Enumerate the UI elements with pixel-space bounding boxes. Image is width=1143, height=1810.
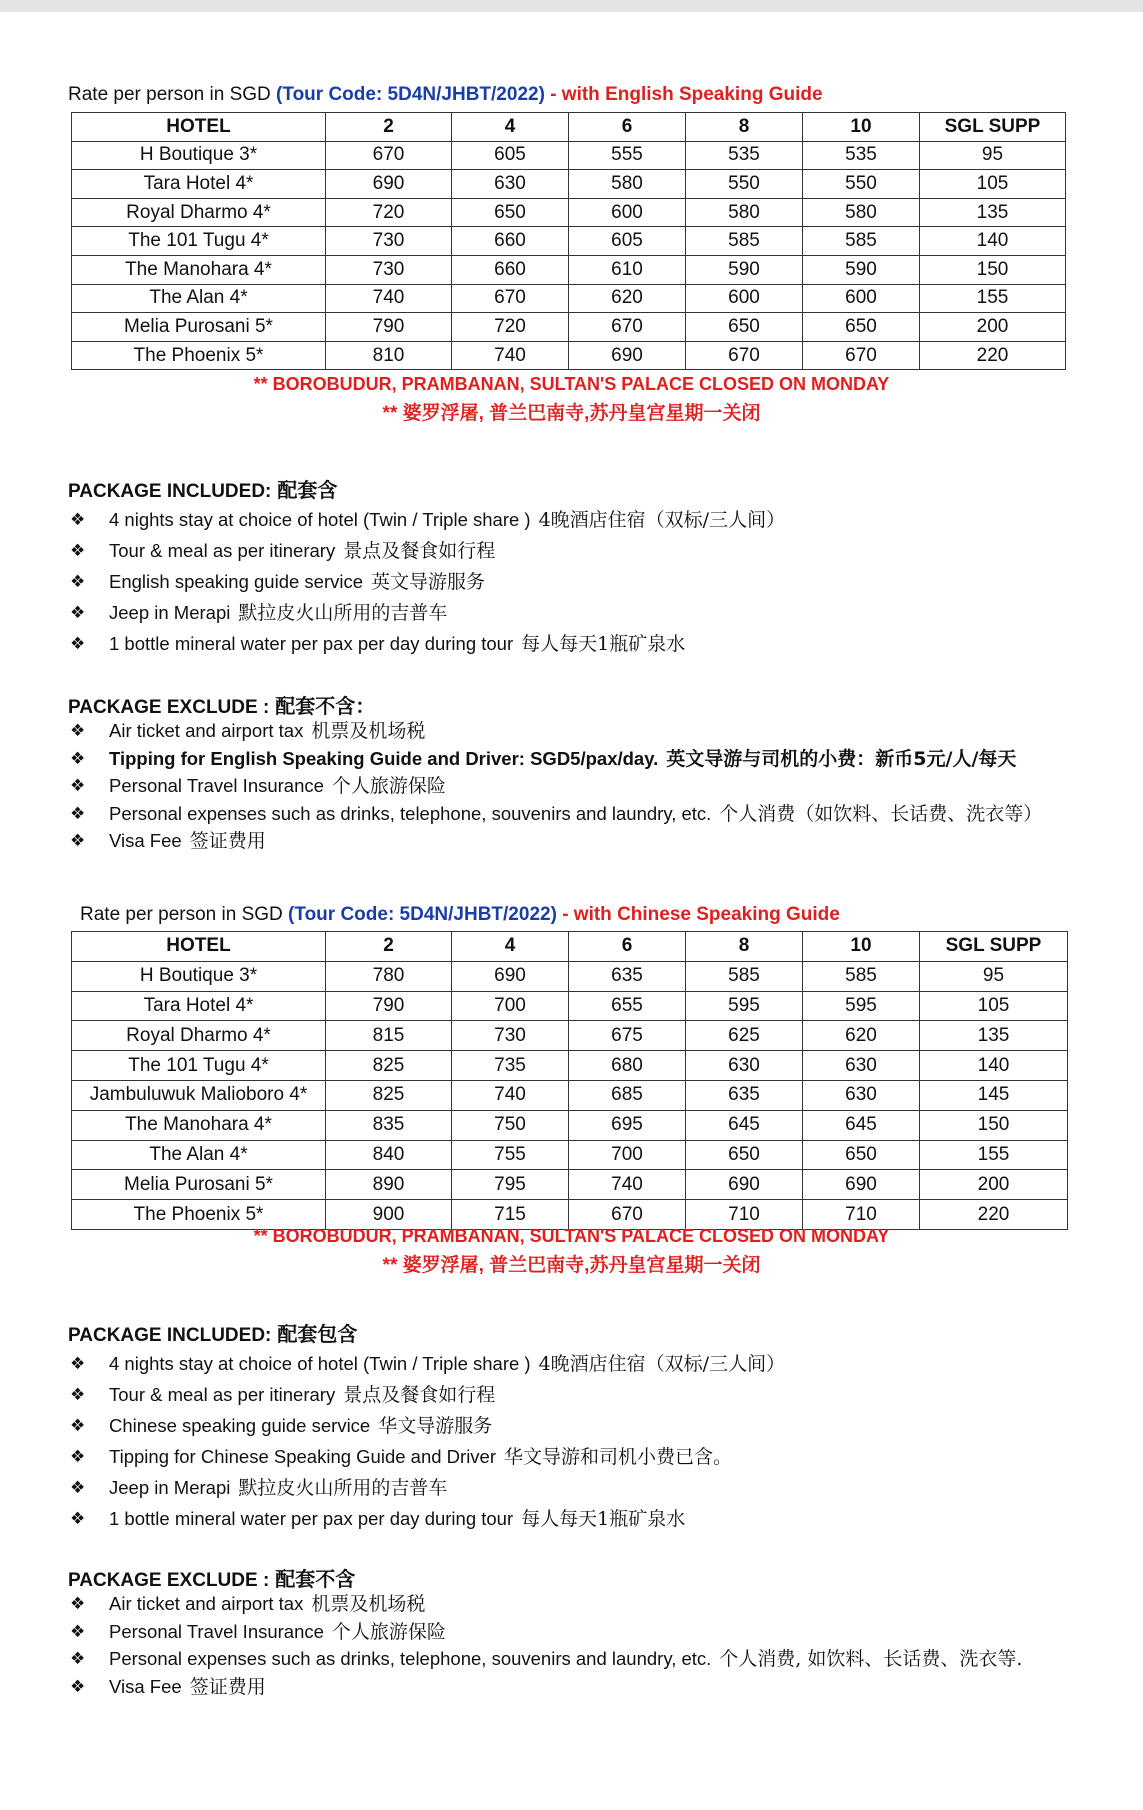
- price-cell: 630: [452, 170, 569, 199]
- list-item: [68, 1441, 785, 1472]
- price-cell: 675: [569, 1021, 686, 1051]
- item-text-en: 4 nights stay at choice of hotel (Twin / Triple share ): [109, 1353, 531, 1374]
- price-cell: 835: [326, 1110, 452, 1140]
- price-cell: 670: [686, 341, 803, 370]
- list-item: [68, 1410, 785, 1441]
- document-page: [0, 12, 1143, 1810]
- item-text-en: 4 nights stay at choice of hotel (Twin / Triple share ): [109, 509, 531, 530]
- price-cell: 605: [569, 227, 686, 256]
- price-cell: 740: [452, 341, 569, 370]
- price-cell: 140: [920, 1051, 1068, 1081]
- item-text-cn: 每人每天1瓶矿泉水: [521, 633, 686, 655]
- rate-title-english: [68, 84, 823, 106]
- item-text-en: Tipping for English Speaking Guide and Driver: SGD5/pax/day.: [109, 747, 659, 769]
- heading-cn: 配套包含: [277, 1324, 358, 1346]
- item-text-cn: 个人消费, 如饮料、长话费、洗衣等.: [719, 1648, 1023, 1670]
- price-cell: 840: [326, 1140, 452, 1170]
- item-text-cn: 华文导游和司机小费已含。: [504, 1446, 733, 1468]
- list-item: [68, 1673, 1022, 1701]
- price-cell: 695: [569, 1110, 686, 1140]
- table-row: [72, 991, 1068, 1021]
- price-cell: 550: [686, 170, 803, 199]
- price-cell: 655: [569, 991, 686, 1021]
- price-cell: 685: [569, 1080, 686, 1110]
- column-header: SGL SUPP: [920, 113, 1066, 142]
- price-cell: 585: [803, 227, 920, 256]
- price-cell: 740: [452, 1080, 569, 1110]
- list-item: [68, 800, 1042, 828]
- table-row: [72, 170, 1066, 199]
- package-exclude-list: [68, 1590, 1022, 1700]
- item-text-en: Personal expenses such as drinks, telephone, souvenirs and laundry, etc.: [109, 1648, 712, 1669]
- price-cell: 690: [326, 170, 452, 199]
- diamond-bullet-icon: ❖: [70, 1509, 86, 1528]
- price-cell: 720: [452, 313, 569, 342]
- item-text-en: 1 bottle mineral water per pax per day during tour: [109, 633, 514, 654]
- price-cell: 135: [920, 198, 1066, 227]
- price-cell: 625: [686, 1021, 803, 1051]
- price-cell: 815: [326, 1021, 452, 1051]
- price-cell: 715: [452, 1200, 569, 1230]
- package-included-list: [68, 1348, 785, 1534]
- price-cell: 825: [326, 1051, 452, 1081]
- diamond-bullet-icon: ❖: [70, 721, 86, 740]
- list-item: [68, 1645, 1022, 1673]
- price-cell: 730: [326, 255, 452, 284]
- price-cell: 585: [803, 961, 920, 991]
- item-text-cn: 个人旅游保险: [331, 1620, 446, 1643]
- table-row: [72, 255, 1066, 284]
- list-item: [68, 1472, 785, 1503]
- column-header: 10: [803, 113, 920, 142]
- item-text-cn: 每人每天1瓶矿泉水: [521, 1508, 686, 1530]
- hotel-name-cell: The Alan 4*: [72, 284, 326, 313]
- price-cell: 670: [326, 141, 452, 170]
- price-cell: 740: [569, 1170, 686, 1200]
- hotel-name-cell: Melia Purosani 5*: [72, 1170, 326, 1200]
- list-item: [68, 1503, 785, 1534]
- table-row: [72, 198, 1066, 227]
- price-cell: 650: [686, 313, 803, 342]
- price-cell: 535: [803, 141, 920, 170]
- table-row: [72, 284, 1066, 313]
- item-text-en: Jeep in Merapi: [109, 1477, 231, 1498]
- hotel-name-cell: The 101 Tugu 4*: [72, 1051, 326, 1081]
- price-cell: 200: [920, 1170, 1068, 1200]
- price-cell: 690: [452, 961, 569, 991]
- price-cell: 95: [920, 141, 1066, 170]
- list-item: [68, 535, 785, 566]
- item-text-en: Personal Travel Insurance: [109, 1620, 324, 1642]
- item-text-cn: 景点及餐食如行程: [343, 540, 496, 562]
- item-text-cn: 4晚酒店住宿（双标/三人间）: [538, 1353, 786, 1375]
- price-cell: 660: [452, 255, 569, 284]
- price-cell: 200: [920, 313, 1066, 342]
- top-bar: [0, 0, 1143, 12]
- guide-language: - with English Speaking Guide: [550, 84, 823, 105]
- table-row: [72, 961, 1068, 991]
- item-text-cn: 默拉皮火山所用的吉普车: [238, 1477, 448, 1499]
- price-cell: 690: [569, 341, 686, 370]
- item-text-en: Chinese speaking guide service: [109, 1415, 371, 1436]
- heading-cn: 配套不含: [275, 1569, 356, 1591]
- hotel-name-cell: H Boutique 3*: [72, 961, 326, 991]
- column-header: 4: [452, 113, 569, 142]
- list-item: [68, 597, 785, 628]
- price-cell: 155: [920, 284, 1066, 313]
- hotel-name-cell: The Manohara 4*: [72, 1110, 326, 1140]
- price-cell: 700: [452, 991, 569, 1021]
- package-included-heading: [68, 1318, 357, 1347]
- rate-title-lead: Rate per person in SGD: [68, 84, 271, 105]
- column-header: 2: [326, 932, 452, 962]
- hotel-name-cell: The Manohara 4*: [72, 255, 326, 284]
- item-text-en: Tour & meal as per itinerary: [109, 540, 336, 561]
- item-text-en: Visa Fee: [109, 830, 182, 851]
- heading-cn: 配套不含：: [275, 696, 376, 718]
- table-row: [72, 227, 1066, 256]
- guide-language: - with Chinese Speaking Guide: [562, 904, 840, 925]
- column-header: 6: [569, 932, 686, 962]
- price-cell: 650: [686, 1140, 803, 1170]
- price-cell: 600: [569, 198, 686, 227]
- item-text-cn: 华文导游服务: [378, 1415, 493, 1437]
- hotel-name-cell: H Boutique 3*: [72, 141, 326, 170]
- hotel-name-cell: Melia Purosani 5*: [72, 313, 326, 342]
- price-cell: 590: [803, 255, 920, 284]
- hotel-name-cell: Royal Dharmo 4*: [72, 198, 326, 227]
- diamond-bullet-icon: ❖: [70, 1385, 86, 1404]
- price-cell: 630: [803, 1080, 920, 1110]
- price-cell: 650: [803, 313, 920, 342]
- price-cell: 595: [803, 991, 920, 1021]
- price-cell: 550: [803, 170, 920, 199]
- price-cell: 590: [686, 255, 803, 284]
- price-cell: 810: [326, 341, 452, 370]
- item-text-cn: 机票及机场税: [311, 720, 426, 742]
- price-cell: 650: [452, 198, 569, 227]
- diamond-bullet-icon: ❖: [70, 1594, 86, 1613]
- diamond-bullet-icon: ❖: [70, 1478, 86, 1497]
- price-cell: 650: [803, 1140, 920, 1170]
- column-header: 10: [803, 932, 920, 962]
- list-item: [68, 772, 1042, 800]
- price-cell: 700: [569, 1140, 686, 1170]
- column-header: 4: [452, 932, 569, 962]
- column-header: 8: [686, 113, 803, 142]
- price-cell: 635: [686, 1080, 803, 1110]
- column-header: 6: [569, 113, 686, 142]
- price-cell: 220: [920, 1200, 1068, 1230]
- price-cell: 585: [686, 227, 803, 256]
- price-cell: 580: [803, 198, 920, 227]
- rate-title-lead: Rate per person in SGD: [80, 904, 283, 925]
- price-cell: 670: [803, 341, 920, 370]
- table-row: [72, 1170, 1068, 1200]
- rate-title-chinese: [80, 904, 840, 926]
- package-included-heading: [68, 474, 337, 503]
- price-cell: 155: [920, 1140, 1068, 1170]
- item-text-cn: 个人旅游保险: [331, 775, 446, 797]
- rate-table-chinese: [71, 931, 1068, 1230]
- price-cell: 790: [326, 991, 452, 1021]
- column-header: HOTEL: [72, 113, 326, 142]
- heading-en: PACKAGE EXCLUDE :: [68, 1570, 270, 1591]
- list-item: [68, 827, 1042, 855]
- table-header-row: [72, 932, 1068, 962]
- package-exclude-list: [68, 717, 1042, 855]
- price-cell: 620: [569, 284, 686, 313]
- item-text-cn: 景点及餐食如行程: [343, 1384, 496, 1406]
- table-row: [72, 1051, 1068, 1081]
- table-row: [72, 141, 1066, 170]
- price-cell: 670: [452, 284, 569, 313]
- price-cell: 645: [686, 1110, 803, 1140]
- hotel-name-cell: Tara Hotel 4*: [72, 991, 326, 1021]
- rate-table-english: [71, 112, 1066, 370]
- price-cell: 605: [452, 141, 569, 170]
- price-cell: 555: [569, 141, 686, 170]
- table-row: [72, 1021, 1068, 1051]
- price-cell: 140: [920, 227, 1066, 256]
- list-item: [68, 628, 785, 659]
- price-cell: 730: [452, 1021, 569, 1051]
- price-cell: 535: [686, 141, 803, 170]
- package-included-list: [68, 504, 785, 659]
- diamond-bullet-icon: ❖: [70, 1354, 86, 1373]
- item-text-en: Personal Travel Insurance: [109, 775, 324, 796]
- price-cell: 105: [920, 170, 1066, 199]
- item-text-cn: 机票及机场税: [311, 1593, 426, 1615]
- diamond-bullet-icon: ❖: [70, 776, 86, 795]
- column-header: 8: [686, 932, 803, 962]
- price-cell: 660: [452, 227, 569, 256]
- price-cell: 145: [920, 1080, 1068, 1110]
- diamond-bullet-icon: ❖: [70, 1676, 86, 1696]
- price-cell: 710: [803, 1200, 920, 1230]
- hotel-name-cell: Tara Hotel 4*: [72, 170, 326, 199]
- item-text-cn: 英文导游服务: [371, 571, 486, 593]
- table-row: [72, 341, 1066, 370]
- diamond-bullet-icon: ❖: [70, 1416, 86, 1435]
- column-header: HOTEL: [72, 932, 326, 962]
- price-cell: 595: [686, 991, 803, 1021]
- diamond-bullet-icon: ❖: [70, 831, 86, 850]
- diamond-bullet-icon: ❖: [70, 748, 86, 768]
- price-cell: 825: [326, 1080, 452, 1110]
- item-text-en: Visa Fee: [109, 1675, 182, 1697]
- list-item: [68, 745, 1042, 773]
- hotel-name-cell: The Phoenix 5*: [72, 341, 326, 370]
- package-exclude-heading: [68, 1563, 355, 1592]
- item-text-cn: 默拉皮火山所用的吉普车: [238, 602, 448, 624]
- closure-warning-cn: ** 婆罗浮屠, 普兰巴南寺,苏丹皇宫星期一关闭: [382, 1255, 761, 1276]
- list-item: [68, 1590, 1022, 1618]
- price-cell: 670: [569, 1200, 686, 1230]
- price-cell: 780: [326, 961, 452, 991]
- price-cell: 220: [920, 341, 1066, 370]
- price-cell: 135: [920, 1021, 1068, 1051]
- price-cell: 680: [569, 1051, 686, 1081]
- column-header: 2: [326, 113, 452, 142]
- item-text-en: Tour & meal as per itinerary: [109, 1384, 336, 1405]
- table-header-row: [72, 113, 1066, 142]
- heading-en: PACKAGE INCLUDED:: [68, 481, 272, 502]
- item-text-cn: 个人消费（如饮料、长话费、洗衣等）: [719, 802, 1043, 825]
- price-cell: 150: [920, 255, 1066, 284]
- price-cell: 730: [326, 227, 452, 256]
- price-cell: 630: [686, 1051, 803, 1081]
- price-cell: 890: [326, 1170, 452, 1200]
- diamond-bullet-icon: ❖: [70, 803, 86, 823]
- price-cell: 750: [452, 1110, 569, 1140]
- price-cell: 795: [452, 1170, 569, 1200]
- price-cell: 150: [920, 1110, 1068, 1140]
- package-exclude-heading: [68, 690, 375, 719]
- price-cell: 900: [326, 1200, 452, 1230]
- item-text-cn: 4晚酒店住宿（双标/三人间）: [538, 509, 786, 531]
- list-item: [68, 1348, 785, 1379]
- price-cell: 710: [686, 1200, 803, 1230]
- price-cell: 755: [452, 1140, 569, 1170]
- price-cell: 630: [803, 1051, 920, 1081]
- item-text-en: English speaking guide service: [109, 571, 364, 592]
- price-cell: 580: [686, 198, 803, 227]
- item-text-en: Tipping for Chinese Speaking Guide and Driver: [109, 1446, 497, 1467]
- item-text-cn: 英文导游与司机的小费：新币5元/人/每天: [666, 747, 1017, 770]
- item-text-en: 1 bottle mineral water per pax per day during tour: [109, 1508, 514, 1529]
- closure-warning-en: ** BOROBUDUR, PRAMBANAN, SULTAN'S PALACE CLOSED ON MONDAY: [253, 1226, 890, 1246]
- price-cell: 720: [326, 198, 452, 227]
- diamond-bullet-icon: ❖: [70, 1649, 86, 1668]
- table-row: [72, 1140, 1068, 1170]
- list-item: [68, 504, 785, 535]
- price-cell: 105: [920, 991, 1068, 1021]
- price-cell: 790: [326, 313, 452, 342]
- heading-en: PACKAGE INCLUDED:: [68, 1325, 272, 1346]
- price-cell: 585: [686, 961, 803, 991]
- table-row: [72, 1200, 1068, 1230]
- price-cell: 635: [569, 961, 686, 991]
- diamond-bullet-icon: ❖: [70, 541, 86, 560]
- hotel-name-cell: The Phoenix 5*: [72, 1200, 326, 1230]
- diamond-bullet-icon: ❖: [70, 1447, 86, 1466]
- heading-en: PACKAGE EXCLUDE :: [68, 697, 270, 718]
- list-item: [68, 717, 1042, 745]
- price-cell: 670: [569, 313, 686, 342]
- item-text-cn: 签证费用: [189, 830, 266, 852]
- price-cell: 580: [569, 170, 686, 199]
- price-cell: 690: [686, 1170, 803, 1200]
- diamond-bullet-icon: ❖: [70, 510, 86, 529]
- price-cell: 740: [326, 284, 452, 313]
- price-cell: 735: [452, 1051, 569, 1081]
- price-cell: 620: [803, 1021, 920, 1051]
- price-cell: 645: [803, 1110, 920, 1140]
- tour-code: (Tour Code: 5D4N/JHBT/2022): [276, 84, 545, 105]
- item-text-en: Jeep in Merapi: [109, 602, 231, 623]
- closure-warning-en: ** BOROBUDUR, PRAMBANAN, SULTAN'S PALACE CLOSED ON MONDAY: [253, 374, 890, 394]
- price-cell: 600: [803, 284, 920, 313]
- price-cell: 600: [686, 284, 803, 313]
- table-row: [72, 313, 1066, 342]
- price-cell: 690: [803, 1170, 920, 1200]
- price-cell: 610: [569, 255, 686, 284]
- hotel-name-cell: The Alan 4*: [72, 1140, 326, 1170]
- item-text-en: Personal expenses such as drinks, telephone, souvenirs and laundry, etc.: [109, 802, 712, 824]
- diamond-bullet-icon: ❖: [70, 572, 86, 591]
- table-row: [72, 1110, 1068, 1140]
- closure-warning-cn: ** 婆罗浮屠, 普兰巴南寺,苏丹皇宫星期一关闭: [382, 403, 761, 424]
- hotel-name-cell: Royal Dharmo 4*: [72, 1021, 326, 1051]
- list-item: [68, 1379, 785, 1410]
- item-text-cn: 签证费用: [189, 1675, 266, 1698]
- table-row: [72, 1080, 1068, 1110]
- diamond-bullet-icon: ❖: [70, 634, 86, 653]
- diamond-bullet-icon: ❖: [70, 603, 86, 622]
- hotel-name-cell: The 101 Tugu 4*: [72, 227, 326, 256]
- hotel-name-cell: Jambuluwuk Malioboro 4*: [72, 1080, 326, 1110]
- item-text-en: Air ticket and airport tax: [109, 720, 304, 741]
- tour-code: (Tour Code: 5D4N/JHBT/2022): [288, 904, 557, 925]
- heading-cn: 配套含: [277, 480, 338, 502]
- diamond-bullet-icon: ❖: [70, 1621, 86, 1641]
- price-cell: 95: [920, 961, 1068, 991]
- item-text-en: Air ticket and airport tax: [109, 1593, 304, 1614]
- list-item: [68, 1618, 1022, 1646]
- list-item: [68, 566, 785, 597]
- column-header: SGL SUPP: [920, 932, 1068, 962]
